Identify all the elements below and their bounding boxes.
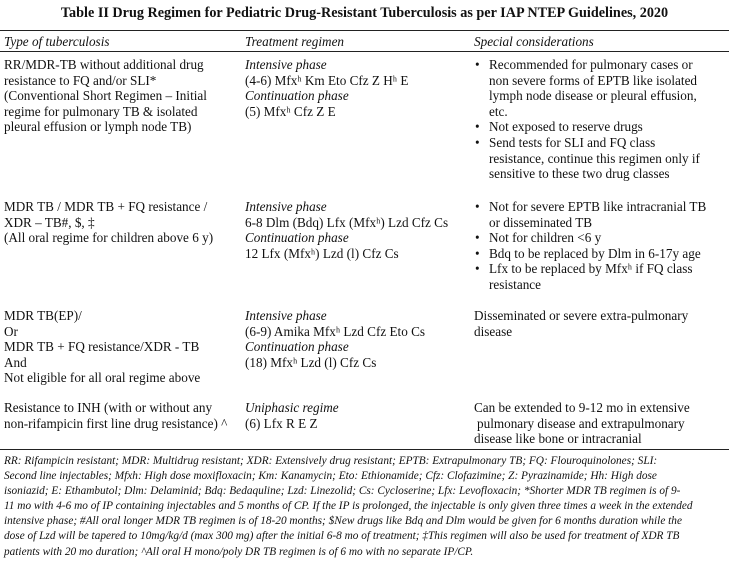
table-row xyxy=(4,400,227,431)
consideration-line: Lfx to be replaced by Mfxʰ if FQ class xyxy=(489,261,693,277)
consideration-line: or disseminated TB xyxy=(489,214,593,230)
consideration-line: resistance, continue this regimen only if xyxy=(489,150,700,166)
type-line: (All oral regime for children above 6 y) xyxy=(4,230,214,246)
table-title: Table II Drug Regimen for Pediatric Drug-Resistant Tuberculosis as per IAP NTEP Guidelines, 2020 xyxy=(60,5,669,21)
bullet-icon: • xyxy=(475,230,480,246)
type-line: MDR TB + FQ resistance/XDR - TB xyxy=(4,339,200,355)
considerations-cell xyxy=(474,308,688,339)
regimen-text: 12 Lfx (Mfxʰ) Lzd (l) Cfz Cs xyxy=(245,245,399,261)
consideration-line: Not for children <6 y xyxy=(489,230,602,246)
footnote-line: intensive phase; #All oral longer MDR TB regimen is of 18-20 months; $New drugs like Bdq and Dlm would be given for 6 months duration while the xyxy=(4,515,682,528)
regimen-text: (6) Lfx R E Z xyxy=(245,415,318,431)
regimen-cell xyxy=(245,400,339,431)
header-rule xyxy=(0,51,729,52)
type-line: pleural effusion or lymph node TB) xyxy=(4,119,192,135)
phase-label: Continuation phase xyxy=(245,230,349,246)
table-row xyxy=(4,57,207,135)
consideration-line: Not exposed to reserve drugs xyxy=(489,119,643,135)
consideration-line: etc. xyxy=(489,103,508,119)
bullet-icon: • xyxy=(475,245,480,261)
consideration-line: Can be extended to 9-12 mo in extensive xyxy=(474,400,690,415)
bullet-icon: • xyxy=(475,199,480,214)
type-line: Not eligible for all oral regime above xyxy=(4,370,201,386)
table-footnote xyxy=(4,454,726,560)
column-header-type: Type of tuberculosis xyxy=(4,34,110,49)
type-line: resistance to FQ and/or SLI* xyxy=(4,72,157,88)
footnote-line: RR: Rifampicin resistant; MDR: Multidrug resistant; XDR: Extensively drug resistant; EPTB: Extrapulmonary TB; FQ: Flouroquinolones; SLI: xyxy=(4,455,658,467)
type-line: regime for pulmonary TB & isolated xyxy=(4,103,198,119)
consideration-line: disease like bone or intracranial xyxy=(474,431,642,447)
top-rule xyxy=(0,30,729,31)
consideration-item xyxy=(475,135,700,182)
consideration-line: resistance xyxy=(489,276,541,292)
bullet-icon: • xyxy=(475,261,480,277)
phase-label: Intensive phase xyxy=(245,308,327,323)
phase-label: Continuation phase xyxy=(245,88,349,104)
consideration-line: disease xyxy=(474,323,513,339)
type-line: MDR TB / MDR TB + FQ resistance / xyxy=(4,199,208,214)
consideration-line: sensitive to these two drug classes xyxy=(489,166,670,182)
footnote-line: isoniazid; E: Ethambutol; Dlm: Delaminid; Bdq: Bedaquline; Lzd: Linezolid; Cs: Cycloserine; Lfx: Levofloxacin; *Shorter MDR TB regimen is of 9- xyxy=(4,485,681,498)
bullet-icon: • xyxy=(475,119,480,135)
consideration-line: Recommended for pulmonary cases or xyxy=(489,57,693,72)
table-row xyxy=(4,308,200,386)
table-row xyxy=(4,199,213,246)
type-line: Resistance to INH (with or without any xyxy=(4,400,213,415)
regimen-cell xyxy=(245,57,408,119)
regimen-text: (6-9) Amika Mfxʰ Lzd Cfz Eto Cs xyxy=(245,323,426,339)
type-line: (Conventional Short Regimen – Initial xyxy=(4,88,207,104)
type-line: And xyxy=(4,354,27,370)
considerations-cell xyxy=(474,400,690,447)
consideration-line: Disseminated or severe extra-pulmonary xyxy=(474,308,689,323)
phase-label: Intensive phase xyxy=(245,57,327,72)
column-header-regimen: Treatment regimen xyxy=(245,34,345,49)
type-line: XDR – TB#, $, ‡ xyxy=(4,214,95,230)
consideration-item xyxy=(475,57,700,119)
footnote-line: Second line injectables; Mfxh: High dose moxifloxacin; Km: Kanamycin; Eto: Ethionamide; Cfz: Clofazimine; Z: Pyrazinamide; Hh: High dose xyxy=(4,470,657,483)
type-line: Or xyxy=(4,323,18,339)
footnote-line: patients with 20 mo duration; ^All oral H mono/poly DR TB regimen is of 6 mo with no separate IP/CP. xyxy=(4,545,474,558)
considerations-cell xyxy=(475,199,706,293)
column-header-considerations: Special considerations xyxy=(474,34,594,49)
regimen-text: 6-8 Dlm (Bdq) Lfx (Mfxʰ) Lzd Cfz Cs xyxy=(245,214,449,230)
consideration-line: lymph node disease or pleural effusion, xyxy=(489,88,697,104)
type-line: non-rifampicin first line drug resistance) ^ xyxy=(4,415,228,431)
phase-label: Uniphasic regime xyxy=(245,400,339,415)
type-line: MDR TB(EP)/ xyxy=(4,308,82,323)
considerations-cell xyxy=(475,57,700,182)
phase-label: Intensive phase xyxy=(245,199,327,214)
consideration-line: pulmonary disease and extrapulmonary xyxy=(477,415,685,431)
regimen-text: (4-6) Mfxʰ Km Eto Cfz Z Hʰ E xyxy=(245,72,409,88)
phase-label: Continuation phase xyxy=(245,339,349,355)
bullet-icon: • xyxy=(475,134,480,150)
consideration-item xyxy=(475,261,706,292)
regimen-text: (5) Mfxʰ Cfz Z E xyxy=(245,103,336,119)
consideration-item xyxy=(475,230,706,246)
footnote-line: dose of Lzd will be tapered to 10mg/kg/d (max 300 mg) after the initial 6-8 mo of treatment; ‡This regimen will also be used for treatment of XDR TB xyxy=(4,530,680,543)
bullet-icon: • xyxy=(475,57,480,72)
consideration-item xyxy=(475,119,700,135)
type-line: RR/MDR-TB without additional drug xyxy=(4,57,204,72)
footnote-line: 11 mo with 4-6 mo of IP containing injectables and 5 months of CP. If the IP is prolonged, the injectable is only given three times a week in the extended xyxy=(4,500,693,513)
bottom-rule xyxy=(0,449,729,450)
consideration-line: Not for severe EPTB like intracranial TB xyxy=(489,199,707,214)
consideration-line: Bdq to be replaced by Dlm in 6-17y age xyxy=(489,245,701,261)
consideration-line: Send tests for SLI and FQ class xyxy=(489,134,656,150)
regimen-text: (18) Mfxʰ Lzd (l) Cfz Cs xyxy=(245,354,377,370)
consideration-item xyxy=(475,199,706,230)
regimen-cell xyxy=(245,199,448,261)
consideration-item xyxy=(475,246,706,262)
consideration-line: non severe forms of EPTB like isolated xyxy=(489,72,698,88)
regimen-cell xyxy=(245,308,425,370)
